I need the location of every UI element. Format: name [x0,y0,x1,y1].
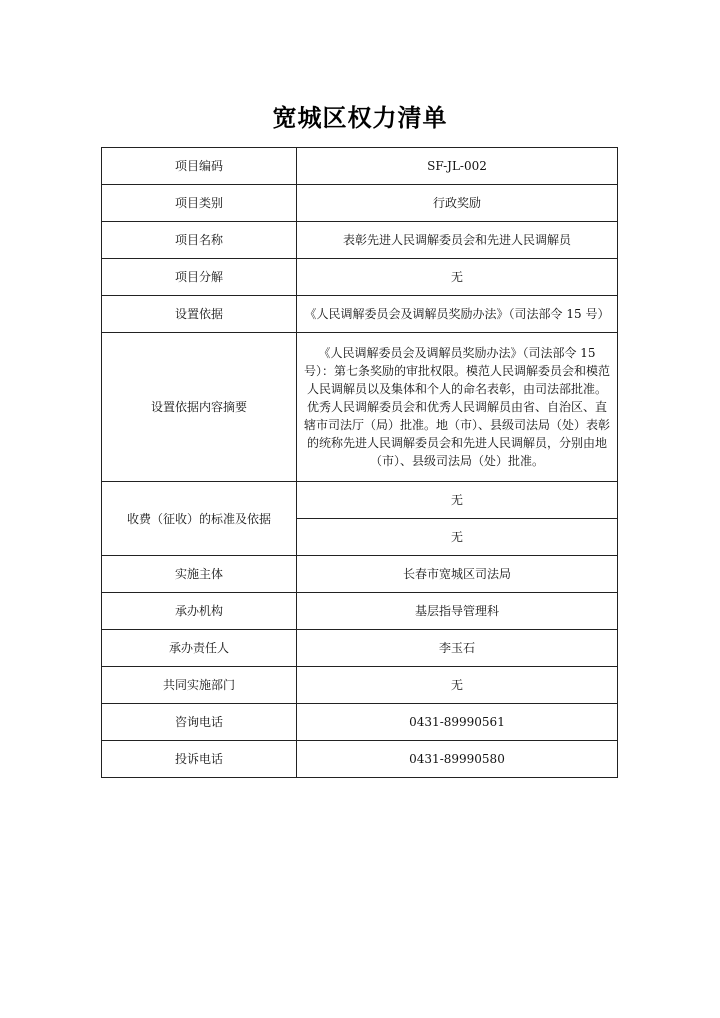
implementer-label: 实施主体 [102,556,297,593]
power-list-table [101,147,618,778]
row-project-breakdown [102,259,618,296]
fees-standard-value: 无 [297,482,618,519]
row-project-category [102,185,618,222]
row-basis [102,296,618,333]
page-title: 宽城区权力清单 [272,104,448,132]
project-code-value: SF-JL-002 [297,148,618,185]
row-basis-summary [102,333,618,482]
project-name-label: 项目名称 [102,222,297,259]
project-name-value: 表彰先进人民调解委员会和先进人民调解员 [297,222,618,259]
row-implementer [102,556,618,593]
complaint-phone-value: 0431-89990580 [297,741,618,778]
fees-label: 收费（征收）的标准及依据 [102,482,297,556]
row-project-name [102,222,618,259]
basis-value: 《人民调解委员会及调解员奖励办法》（司法部令 15 号） [297,296,618,333]
project-category-label: 项目类别 [102,185,297,222]
complaint-phone-label: 投诉电话 [102,741,297,778]
handler-org-label: 承办机构 [102,593,297,630]
fees-basis-value: 无 [297,519,618,556]
joint-dept-value: 无 [297,667,618,704]
row-consult-phone [102,704,618,741]
row-complaint-phone [102,741,618,778]
row-fees-standard [102,482,618,519]
project-category-value: 行政奖励 [297,185,618,222]
row-responsible [102,630,618,667]
consult-phone-label: 咨询电话 [102,704,297,741]
handler-org-value: 基层指导管理科 [297,593,618,630]
row-joint-dept [102,667,618,704]
row-project-code [102,148,618,185]
row-handler-org [102,593,618,630]
responsible-label: 承办责任人 [102,630,297,667]
implementer-value: 长春市宽城区司法局 [297,556,618,593]
basis-label: 设置依据 [102,296,297,333]
responsible-value: 李玉石 [297,630,618,667]
consult-phone-value: 0431-89990561 [297,704,618,741]
project-breakdown-label: 项目分解 [102,259,297,296]
basis-summary-label: 设置依据内容摘要 [102,333,297,482]
project-breakdown-value: 无 [297,259,618,296]
basis-summary-value: 《人民调解委员会及调解员奖励办法》（司法部令 15 号）：第七条奖励的审批权限。模范人民调解委员会和模范人民调解员以及集体和个人的命名表彰，由司法部批准。优秀人民调解委员会和优秀人民调解员由省、自治区、直辖市司法厅（局）批准。地（市）、县级司法局（处）表彰的统称先进人民调解委员会和先进人民调解员，分别由地（市）、县级司法局（处）批准。 [297,333,618,482]
joint-dept-label: 共同实施部门 [102,667,297,704]
project-code-label: 项目编码 [102,148,297,185]
